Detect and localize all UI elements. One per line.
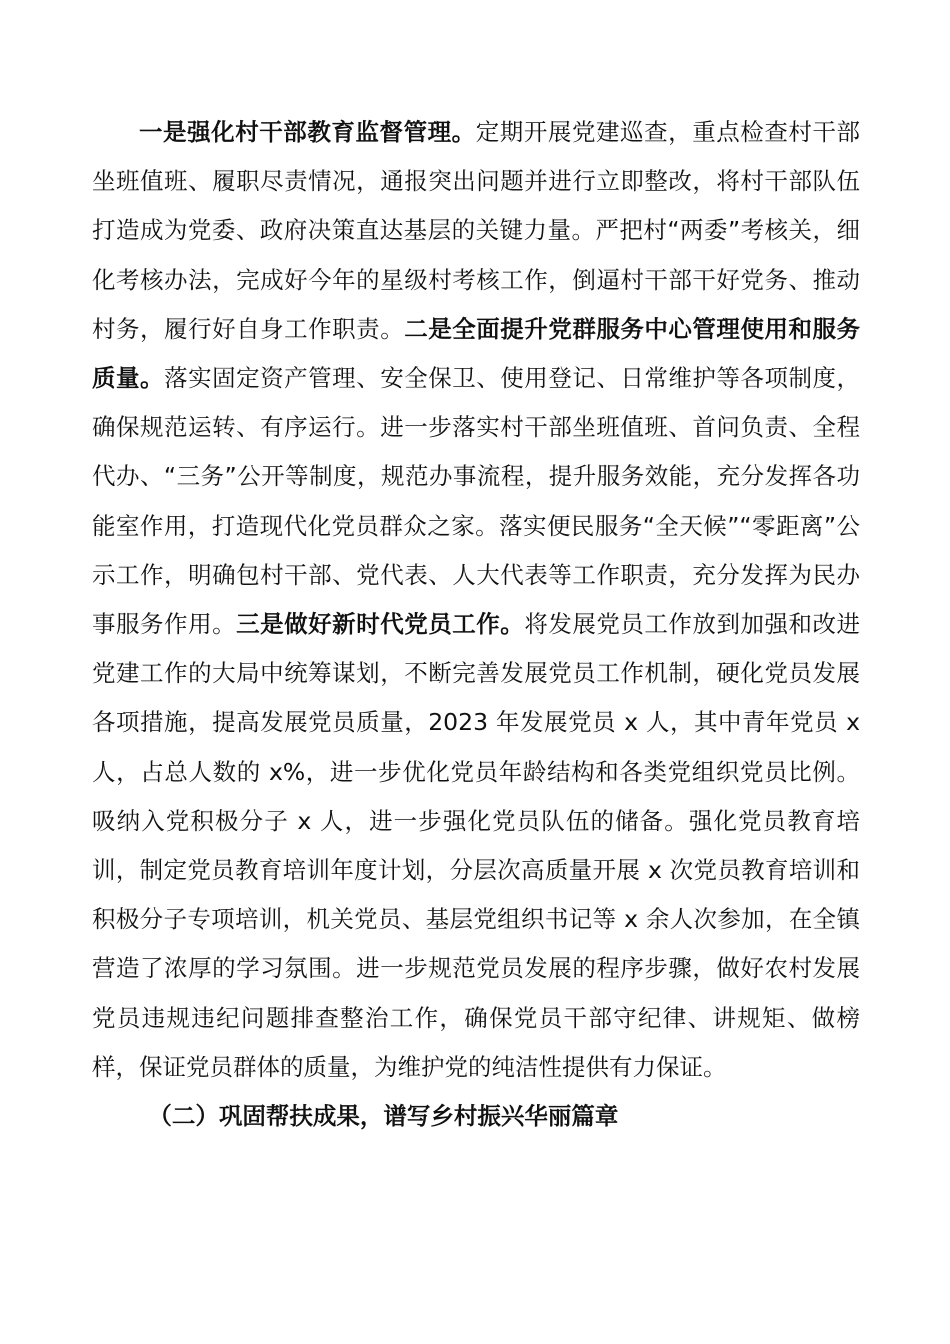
document-page (92, 108, 860, 1141)
lead-phrase-3: 三是做好新时代党员工作。 (236, 610, 525, 639)
body-text-1: 定期开展党建巡查，重点检查村干部坐班值班、履职尽责情况，通报突出问题并进行立即整改，将村干部队伍打造成为党委、政府决策直达基层的关键力量。严把村“两委”考核关，细化考核办法，完成好今年的星级村考核工作，倒逼村干部干好党务、推动村务，履行好自身工作职责。 (92, 118, 861, 343)
body-text-3: 将发展党员工作放到加强和改进党建工作的大局中统筹谋划，不断完善发展党员工作机制，硬化党员发展各项措施，提高发展党员质量，2023 年发展党员 x 人，其中青年党员 x 人，占总人数的 x%，进一步优化党员年龄结构和各类党组织党员比例。吸纳入党积极分子 x 人，进一步强化党员队伍的储备。强化党员教育培训，制定党员教育培训年度计划，分层次高质量开展 x 次党员教育培训和积极分子专项培训，机关党员、基层党组织书记等 x 余人次参加，在全镇营造了浓厚的学习氛围。进一步规范党员发展的程序步骤，做好农村发展党员违规违纪问题排查整治工作，确保党员干部守纪律、讲规矩、做榜样，保证党员群体的质量，为维护党的纯洁性提供有力保证。 (92, 610, 861, 1081)
lead-phrase-1: 一是强化村干部教育监督管理。 (139, 118, 476, 146)
body-text-2: 落实固定资产管理、安全保卫、使用登记、日常维护等各项制度，确保规范运转、有序运行。进一步落实村干部坐班值班、首问负责、全程代办、“三务”公开等制度，规范办事流程，提升服务效能，充分发挥各功能室作用，打造现代化党员群众之家。落实便民服务“全天候”“零距离”公示工作，明确包村干部、党代表、人大代表等工作职责，充分发挥为民办事服务作用。 (92, 364, 861, 639)
section-heading: （二）巩固帮扶成果，谱写乡村振兴华丽篇章 (148, 1102, 619, 1131)
body-paragraph (92, 108, 860, 1092)
lead-phrase-2: 二是全面提升党群服务中心管理使用和服务质量。 (92, 314, 861, 393)
